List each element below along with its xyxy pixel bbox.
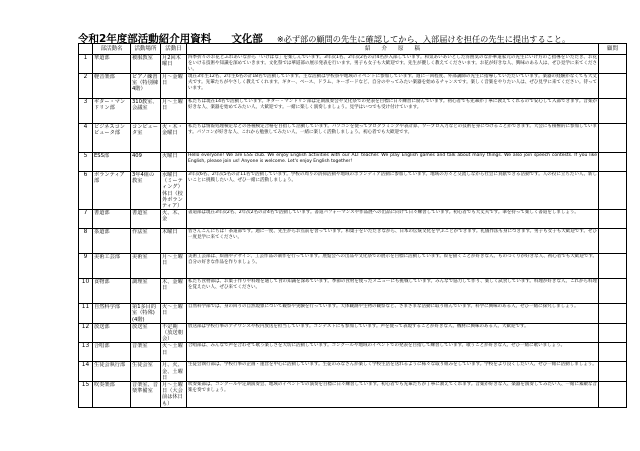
column-header-days: 活動日 xyxy=(161,44,187,55)
club-intro: 生徒会執行部は、学校行事の企画・運営を中心に活動しています。生徒のみなさんが楽しく学校生活を送れるように様々な取り組みをしています。学校をより良くしたい人、ぜひ一緒に活動しましょう。 xyxy=(188,362,597,368)
club-place: コンピュータ室 xyxy=(131,124,161,153)
table-row xyxy=(79,362,627,382)
club-intro-cell xyxy=(187,153,599,172)
club-place: 美術室 xyxy=(131,254,161,279)
club-days: 火・木・金曜日 xyxy=(161,124,187,153)
club-days: 月～土曜日（大会前は休日も） xyxy=(161,382,187,408)
column-header-club: 部活動名 xyxy=(93,44,131,55)
club-days: 月～金曜日 xyxy=(161,74,187,99)
club-table xyxy=(78,43,627,408)
club-days: 月2回木曜日 xyxy=(161,55,187,74)
club-place: 作法室 xyxy=(131,229,161,254)
club-days: 火曜日 xyxy=(161,153,187,172)
advisor-cell xyxy=(599,153,627,172)
club-name: 書道部 xyxy=(93,210,131,229)
club-name: 生徒会執行部 xyxy=(93,362,131,382)
club-place: 放送室 xyxy=(131,323,161,343)
column-header-advisor: 顧問 xyxy=(599,44,627,55)
club-intro: 私たちは現在14名で活動しています。ギター・マンドリン部は定期演奏会や文化祭での発表を目標に日々練習に励んでいます。初心者でも先輩が丁寧に教えてくれるので安心して入部できます。音楽が好きな人、楽器を始めてみたい人、大歓迎です。一緒に楽しく演奏しましょう。見学はいつでも受け付けています。 xyxy=(188,99,597,110)
club-days: 月～土曜日 xyxy=(161,99,187,124)
row-number: 15 xyxy=(79,382,93,408)
table-row xyxy=(79,382,627,408)
club-intro-cell xyxy=(187,210,599,229)
advisor-cell xyxy=(599,172,627,210)
row-number: 13 xyxy=(79,343,93,362)
club-intro-cell xyxy=(187,323,599,343)
advisor-cell xyxy=(599,74,627,99)
club-place: 409 xyxy=(131,153,161,172)
table-row xyxy=(79,74,627,99)
table-row xyxy=(79,343,627,362)
club-name: 美術工芸部 xyxy=(93,254,131,279)
club-name: 放送部 xyxy=(93,323,131,343)
club-intro: 合唱部は、みんなで声を合わせて歌う楽しさを大切に活動しています。コンクールや地域のイベントでの発表を目指して練習しています。歌うことが好きな人、ぜひ一緒に歌いましょう。 xyxy=(188,343,566,349)
club-place: 音楽室 xyxy=(131,343,161,362)
advisor-cell xyxy=(599,279,627,304)
advisor-cell xyxy=(599,229,627,254)
advisor-cell xyxy=(599,254,627,279)
club-days: 火～土曜日 xyxy=(161,304,187,324)
club-intro-cell xyxy=(187,279,599,304)
club-intro-cell xyxy=(187,304,599,324)
club-intro: 吹奏楽部は、コンクールや定期演奏会、地域のイベントでの演奏を目標に日々練習しています。初心者でも先輩たちが丁寧に教えてくれます。音楽が好きな人、楽器を演奏してみたい人、一緒に素敵な音楽を奏でましょう。 xyxy=(188,382,597,393)
column-header-intro: 紹 介 原 稿 xyxy=(187,44,599,55)
club-place: ピアノ練習室（特別棟4階） xyxy=(131,74,161,99)
advisor-cell xyxy=(599,210,627,229)
table-row xyxy=(79,153,627,172)
club-place: 310教室、会議室 xyxy=(131,99,161,124)
column-header-place: 活動場所 xyxy=(131,44,161,55)
club-intro: 四季折々のお花とふれあいながら「いけばな」を楽しんでいます。3年次1名、2年次2名の計4名が入部しています。和気あいあいとした雰囲気のなか華道家元の先生にいけ方のご指導をいただき、お花をいける技術や知識を深めていきます。文化祭では華道部の展示発表を行います。男子も女子も大歓迎です。先生が優しく教えてくださいます。お花が好きな人、興味のある人は、ぜひ見学に来てください。 xyxy=(188,55,597,72)
club-intro-cell xyxy=(187,254,599,279)
table-row xyxy=(79,304,627,324)
advisor-cell xyxy=(599,99,627,124)
club-intro: 3年次6名、2年次5名の計11名で活動しています。学校の周りの清掃活動や地域のボランティア活動に参加しています。地域の方々と交流しながら社会に貢献できる活動です。人の役に立ちたい人、新しいことに挑戦したい人、ぜひ一緒に活動しましょう。 xyxy=(188,172,597,183)
row-number: 6 xyxy=(79,172,93,210)
club-name: 食物部 xyxy=(93,279,131,304)
club-place: 生徒会室 xyxy=(131,362,161,382)
row-number: 5 xyxy=(79,153,93,172)
club-place: 第1多目的室（特殊)(4階) xyxy=(131,304,161,324)
table-row xyxy=(79,254,627,279)
club-name: 軽音楽部 xyxy=(93,74,131,99)
club-intro-cell xyxy=(187,99,599,124)
club-name: 合唱部 xyxy=(93,343,131,362)
club-name: 華道部 xyxy=(93,55,131,74)
club-intro: 皆さんこんにちは！茶道部です。週に一度、先生からお点前を習っています。和菓子をいただきながら、日本の伝統文化を学ぶことができます。礼儀作法も身につきます。男子も女子も大歓迎です。ぜひ一度見学に来てください。 xyxy=(188,229,597,241)
table-header-row xyxy=(79,44,627,55)
club-name: ギター・マンドリン部 xyxy=(93,99,131,124)
club-days: 火～土曜日 xyxy=(161,343,187,362)
club-intro-cell xyxy=(187,382,599,408)
advisor-cell xyxy=(599,382,627,408)
advisor-cell xyxy=(599,304,627,324)
advisor-cell xyxy=(599,343,627,362)
club-intro: 私たち食物部は、お菓子作りや料理を通して食の知識を深めています。季節の食材を使ったメニューにも挑戦しています。みんなで協力して作り、楽しく試食しています。料理が好きな人、これから料理を覚えたい人、ぜひ来てください。 xyxy=(188,279,597,291)
table-row xyxy=(79,323,627,343)
club-days: 水曜日（ミーティング）休日（校外ボランティア） xyxy=(161,172,187,210)
club-intro: 書道部は現在3年次2名、2年次2名の計4名で活動しています。書道パフォーマンスや作品展への出品に向けて日々練習しています。初心者でも大丈夫です。筆を持って楽しく書道をしましょう。 xyxy=(188,210,579,216)
club-name: 吹奏楽部 xyxy=(93,382,131,408)
row-number: 8 xyxy=(79,229,93,254)
club-days: 木曜日 xyxy=(161,229,187,254)
row-number: 1 xyxy=(79,55,93,74)
club-days: 木、金曜日 xyxy=(161,279,187,304)
club-intro-cell xyxy=(187,229,599,254)
table-row xyxy=(79,55,627,74)
club-rows xyxy=(79,55,627,408)
department-label: 文化部 xyxy=(231,33,263,45)
advisor-cell xyxy=(599,323,627,343)
club-days: 月～土曜日 xyxy=(161,254,187,279)
club-days: 火、木、金 xyxy=(161,210,187,229)
club-name: ESS部 xyxy=(93,153,131,172)
club-intro: 放送部は学校行事のアナウンスや校内放送を担当しています。コンテストにも参加しています。声を使って表現することが好きな人、機材に興味のある人、大歓迎です。 xyxy=(188,323,529,329)
club-place: 書道室 xyxy=(131,210,161,229)
club-place: 調理室 xyxy=(131,279,161,304)
row-number: 14 xyxy=(79,362,93,382)
column-header-number xyxy=(79,44,93,55)
club-name: ビジネスコンピュータ部 xyxy=(93,124,131,153)
advisor-cell xyxy=(599,362,627,382)
table-row xyxy=(79,210,627,229)
club-place: 被服教室 xyxy=(131,55,161,74)
club-intro-cell xyxy=(187,362,599,382)
row-number: 3 xyxy=(79,99,93,124)
row-number: 9 xyxy=(79,254,93,279)
row-number: 2 xyxy=(79,74,93,99)
club-name: 茶道部 xyxy=(93,229,131,254)
club-intro-cell xyxy=(187,124,599,153)
club-intro: 美術工芸部は、絵画やデザイン、工芸作品の制作を行っています。展覧会への出品や文化祭での展示を目標に活動しています。絵を描くことが好きな人、ものづくりが好きな人、初心者でも大歓迎です。自分の好きな作品を作りましょう。 xyxy=(188,254,597,266)
table-row xyxy=(79,172,627,210)
row-number: 12 xyxy=(79,323,93,343)
club-intro: 私たちは情報処理検定などの各種検定合格を目指して活動しています。パソコンを使ってプログラミングや表計算、ワープロ入力などの技術を身につけることができます。大会にも積極的に参加しています。パソコンが好きな人、これから勉強してみたい人、一緒に楽しく活動しましょう。初心者でも大歓迎です。 xyxy=(188,124,597,135)
table-row xyxy=(79,279,627,304)
club-intro-cell xyxy=(187,343,599,362)
club-place: 3年4組の教室 xyxy=(131,172,161,210)
club-intro-cell xyxy=(187,74,599,99)
document-title: 令和2年度部活動紹介用資料 xyxy=(78,33,212,45)
club-name: ボランティア部 xyxy=(93,172,131,210)
advisor-cell xyxy=(599,124,627,153)
submission-note: ※必ず部の顧問の先生に確認してから、入部届けを担任の先生に提出すること。 xyxy=(276,34,571,44)
row-number: 11 xyxy=(79,304,93,324)
club-intro-cell xyxy=(187,172,599,210)
row-number: 10 xyxy=(79,279,93,304)
club-place: 音楽室、音楽準備室 xyxy=(131,382,161,408)
club-intro-cell xyxy=(187,55,599,74)
row-number: 7 xyxy=(79,210,93,229)
club-days: 月、火、金、土曜日 xyxy=(161,362,187,382)
table-row xyxy=(79,99,627,124)
club-name: 自然科学部 xyxy=(93,304,131,324)
table-row xyxy=(79,229,627,254)
advisor-cell xyxy=(599,55,627,74)
document-header xyxy=(78,27,638,45)
club-intro: 現在3年生12名、2年生6名の計18名で活動しています。主な活動は学校祭や地域のイベントに参加しています。週に一回程度、外部講師の先生に指導していただいています。楽器の経験がなくても大丈夫です。先輩たちがやさしく教えてくれます。ギター、ベース、ドラム、キーボードなど、自分のやってみたい楽器を始めるチャンスです。楽しく音楽をやりたい人は、ぜひ見学に来てください。待っています。 xyxy=(188,74,597,91)
table-row xyxy=(79,124,627,153)
club-days: 不定期（放送朝会） xyxy=(161,323,187,343)
club-intro: Hello everyone! We are ESS club. We enjoy English activities with our ALT teacher. We play English games and talk about many things. We also join speech contests. If you like English, please join us! Anyone is welcome. Let's enjoy English together! xyxy=(188,153,597,164)
club-intro: 自然科学部では、身の回りの自然現象について観察や実験を行っています。天体観測や生物の観察など、さまざまな活動に取り組んでいます。科学に興味のある人、ぜひ一緒に探究しましょう。 xyxy=(188,304,579,310)
row-number: 4 xyxy=(79,124,93,153)
